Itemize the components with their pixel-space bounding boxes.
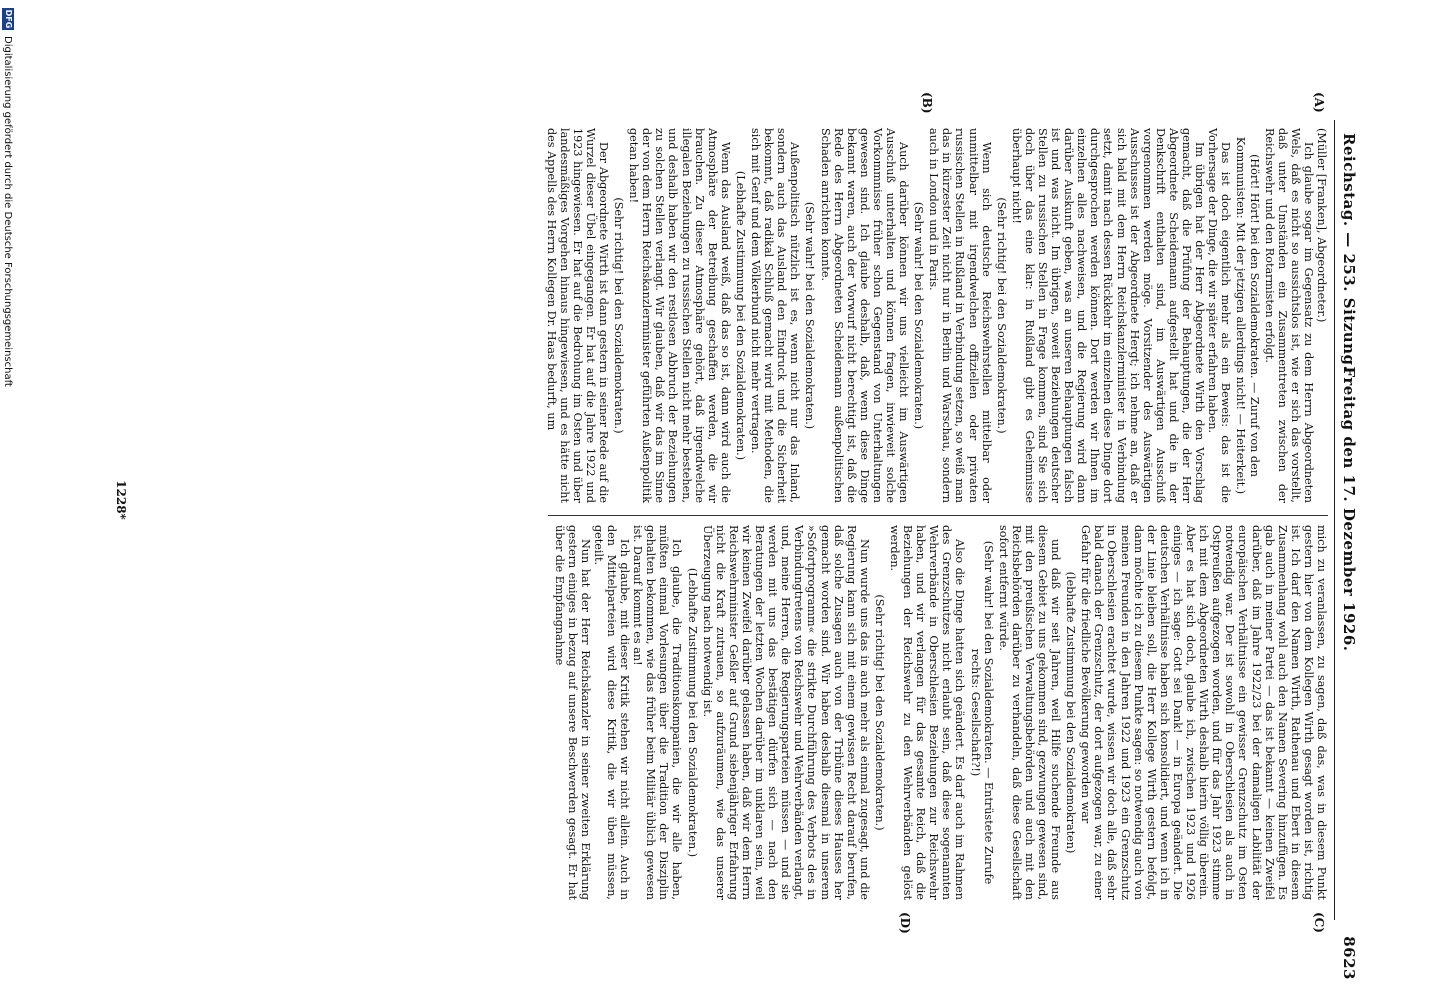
page-header <box>1332 38 1360 980</box>
interjection: (Sehr wahr! bei den Sozialdemokraten.) <box>803 201 817 430</box>
interjection: (lebhafte Zustimmung bei den Sozialdemokraten) <box>1064 571 1078 854</box>
interjection: (Sehr richtig! bei den Sozialdemokraten.) <box>612 197 626 434</box>
paragraph: Nun wurde uns das in auch mehr als einmal zugesagt, und die Regierung kann sich mit einem gewissen Recht darauf berufen, daß solche Zusagen auch von der Tribüne dieses Hauses her gemacht worden sind. Wir haben deshalb diesmal in unserem »Sofortprogramm« die strikte Durchführung des Verbots des in Verbindungtretens von Reichswehr und Wehrverbänden verlangt, und, meine Herren, die Regierungsparteien müssen — und sie werden mit uns das bestätigen dürfen sich — nach den Beratungen der letzten Wochen darüber im unklaren sein, weil wir keinen Zweifel darüber gelassen haben, daß wir dem Herrn Reichswehrminister Geßler auf Grund siebenjähriger Erfahrung nicht die Kraft zutrauen, so aufzuräumen, wie das unserer Überzeugung nach notwendig ist. <box>700 525 871 900</box>
interjection: (Sehr richtig! bei den Sozialdemokraten.) <box>872 594 886 831</box>
paragraph: (Müller [Franken], Abgeordneter.) <box>1315 128 1328 323</box>
left-column <box>545 128 1328 503</box>
interjection: (Sehr richtig! bei den Sozialdemokraten.) <box>994 197 1008 434</box>
footer-signature: 1228* <box>114 480 128 520</box>
paragraph: Ich glaube, die Traditionskompanien, die wir alle haben, müßten einmal Vorlesungen über die Tradition der Disziplin gehalten bekommen, wie das früher beim Militär üblich gewesen ist. Darauf kommt es an! <box>631 525 684 900</box>
header-left: Reichstag. — 253. Sitzung. <box>1340 133 1358 372</box>
interjection: (Lebhafte Zustimmung bei den Sozialdemokraten.) <box>685 567 699 858</box>
paragraph: Also die Dinge hatten sich geändert. Es darf auch im Rahmen des Grenzschutzes nicht erlaubt sein, daß diese sogenannten Wehrverbände in Oberschlesien Beziehungen zur Reichswehr haben, und wir verlangen für das gesamte Reich, daß die Beziehungen der Reichswehr zu den Wehrverbänden gelöst werden. <box>888 525 967 900</box>
paragraph: Ich glaube, mit dieser Kritik stehen wir nicht allein. Auch in den Mittelparteien wird diese Kritik, die wir üben müssen, geteilt. <box>591 525 632 900</box>
interjection: (Sehr wahr! bei den Sozialdemokraten.) <box>912 201 926 430</box>
paragraph: Im übrigen hat der Herr Abgeordnete Wirth den Vorschlag gemacht, daß die Prüfung der Behauptungen, die der Herr Abgeordnete Scheidemann aufgestellt hat und die in der Denkschrift enthalten sind, im Auswärtigen Ausschuß vorgenommen werden möge. Vorsitzender des Auswärtigen Ausschusses ist der Abgeordnete Hergt; ich nehme an, daß er sich bald mit dem Herrn Reichskanzlerminister in Verbindung setzt, damit nach dessen Rückkehr im einzelnen diese Dinge dort durchgesprochen werden können. Dort werden wir Ihnen im einzelnen alles nachweisen, und die Regierung wird dann darüber Auskunft geben, was an unseren Behauptungen falsch ist und was nicht. Im übrigen, soweit Beziehungen deutscher Stellen zu russischen Stellen in Frage kommen, sind Sie sich doch über das eine klar: in Rußland gibt es Geheimnisse überhaupt nicht! <box>1009 128 1207 503</box>
margin-marker-b: (B) <box>920 92 934 114</box>
paragraph: Das ist doch eigentlich mehr als ein Beweis: das ist die Vorhersage der Dinge, die wir später erfahren haben. <box>1206 128 1233 503</box>
digitization-credit-text: Digitalisierung gefördert durch die Deutsche Forschungsgemeinschaft <box>2 36 13 387</box>
paragraph: Auch darüber können wir uns vielleicht im Auswärtigen Ausschuß unterhalten und können fragen, inwieweit solche Vorkommnisse früher schon Gegenstand von Unterhaltungen gewesen sind. Ich glaube deshalb, daß, wenn diese Dinge bekannt waren, auch der Vorwurf nicht berechtigt ist, daß die Rede des Herrn Abgeordneten Scheidemann außenpolitischen Schaden anrichten konnte. <box>818 128 911 503</box>
interjection: (Lebhafte Zustimmung bei den Sozialdemokraten.) <box>733 170 747 461</box>
paragraph: Nun hat der Herr Reichskanzler in seiner zweiten Erklärung gestern einiges in bezug auf unsere Beschwerden gesagt. Er hat über die Empfangnahme <box>552 525 592 900</box>
interjection: (Sehr wahr! bei den Sozialdemokraten. — Entrüstete Zurufe rechts: Gesellschaft?!) <box>968 540 995 885</box>
paragraph: Wenn sich deutsche Reichswehrstellen mittelbar oder unmittelbar mit irgendwelchen offiziellen oder privaten russischen Stellen in Rußland in Verbindung setzen, so weiß man das in kürzester Zeit nicht nur in Berlin und Warschau, sondern auch in London und in Paris. <box>927 128 993 503</box>
dfg-logo: DFG <box>4 9 13 29</box>
paragraph: Wenn das Ausland weiß, daß das so ist, dann wird auch die Atmosphäre der Betreibung geschaffen werden, die wir brauchen. Zu dieser Atmosphäre gehört, daß irgendwelche illegalen Beziehungen zu russischen Stellen nicht mehr bestehen, und deshalb haben wir den restlosen Abbruch der Beziehungen zu solchen Stellen verlangt. Wir glauben, daß wir das im Sinne der von dem Herrn Reichskanzlerminister geführten Außenpolitik getan haben! <box>627 128 732 503</box>
column-divider <box>548 515 1328 516</box>
margin-marker-d: (D) <box>898 912 912 934</box>
paragraph: Der Abgeordnete Wirth ist dann gestern in seiner Rede auf die Wurzel dieser Übel eingegangen. Er hat auf die Jahre 1922 und 1923 hingewiesen. Er hat auf die Bedrohung im Osten und über landesmäßiges Vorgehen hinaus hingewiesen, und es hätte nicht des Appells des Herrn Kollegen Dr. Haas bedurft, um <box>544 128 611 503</box>
margin-marker-a: (A) <box>1312 92 1326 113</box>
header-rule <box>1334 120 1335 920</box>
margin-marker-c: (C) <box>1312 912 1326 933</box>
digitization-credit <box>0 0 14 1000</box>
page-number: 8623 <box>1340 936 1358 980</box>
interjection: (Hört! Hört! bei den Sozialdemokraten. — Zuruf von den Kommunisten: Mit der jetzigen allerdings nicht! — Heiterkeit.) <box>1234 136 1261 495</box>
paragraph: Ich glaube sogar im Gegensatz zu dem Herrn Abgeordneten Wels, daß es nicht so aussichtslos ist, wie er sich das vorstellt, daß unter Umständen ein Zusammentreten zwischen der Reichswehr und den Rotarmisten erfolgt. <box>1262 128 1315 503</box>
right-column <box>553 525 1328 900</box>
paragraph: und daß wir seit Jahren, weil Hilfe suchende Freunde aus diesem Gebiet zu uns gekommen sind, gezwungen gewesen sind, mit den preußischen Verwaltungsbehörden und auch mit den Reichsbehörden darüber zu verhandeln, daß diese Gesellschaft sofort entfernt würde. <box>996 525 1063 900</box>
paragraph: mich zu veranlassen, zu sagen, daß das, was in diesem Punkt gestern hier von dem Kollegen Wirth gesagt worden ist, richtig ist. Ich darf den Namen Wirth, Rathenau und Ebert in diesem Zusammenhang wohl auch den Namen Severing hinzufügen. Es gab auch in meiner Partei — das ist bekannt — keinen Zweifel darüber, daß im Jahre 1922/23 bei der damaligen Labilität der europäischen Verhältnisse ein gewisser Grenzschutz im Osten notwendig war. Der ist sowohl in Oberschlesien als auch in Ostpreußen aufgezogen worden, und für das Jahr 1923 stimme ich mit dem Abgeordneten Wirth deshalb hierin völlig überein. Aber es hat sich doch, glaube ich, zwischen 1923 und 1926 einiges — ich sage: Gott sei Dank! — in Europa geändert. Die deutschen Verhältnisse haben sich konsolidiert, und wenn ich in der Linie bleiben soll, die Herr Kollege Wirth gestern befolgt, dann möchte ich zu diesem Punkte sagen: so notwendig auch von meinen Freunden in den Jahren 1922 und 1923 ein Grenzschutz in Oberschlesien erachtet wurde, wissen wir doch alle, daß sehr bald danach der Grenzschutz, der dort aufgezogen war, zu einer Gefahr für die friedliche Bevölkerung geworden war <box>1079 525 1328 900</box>
header-date: Freitag den 17. Dezember 1926. <box>1340 366 1358 652</box>
paragraph: Außenpolitisch nützlich ist es, wenn nicht nur das Inland, sondern auch das Ausland den Eindruck und die Sicherheit bekommt, daß radikal Schluß gemacht wird mit Methoden, die sich mit Genf und dem Völkerbund nicht mehr vertragen. <box>749 128 802 503</box>
